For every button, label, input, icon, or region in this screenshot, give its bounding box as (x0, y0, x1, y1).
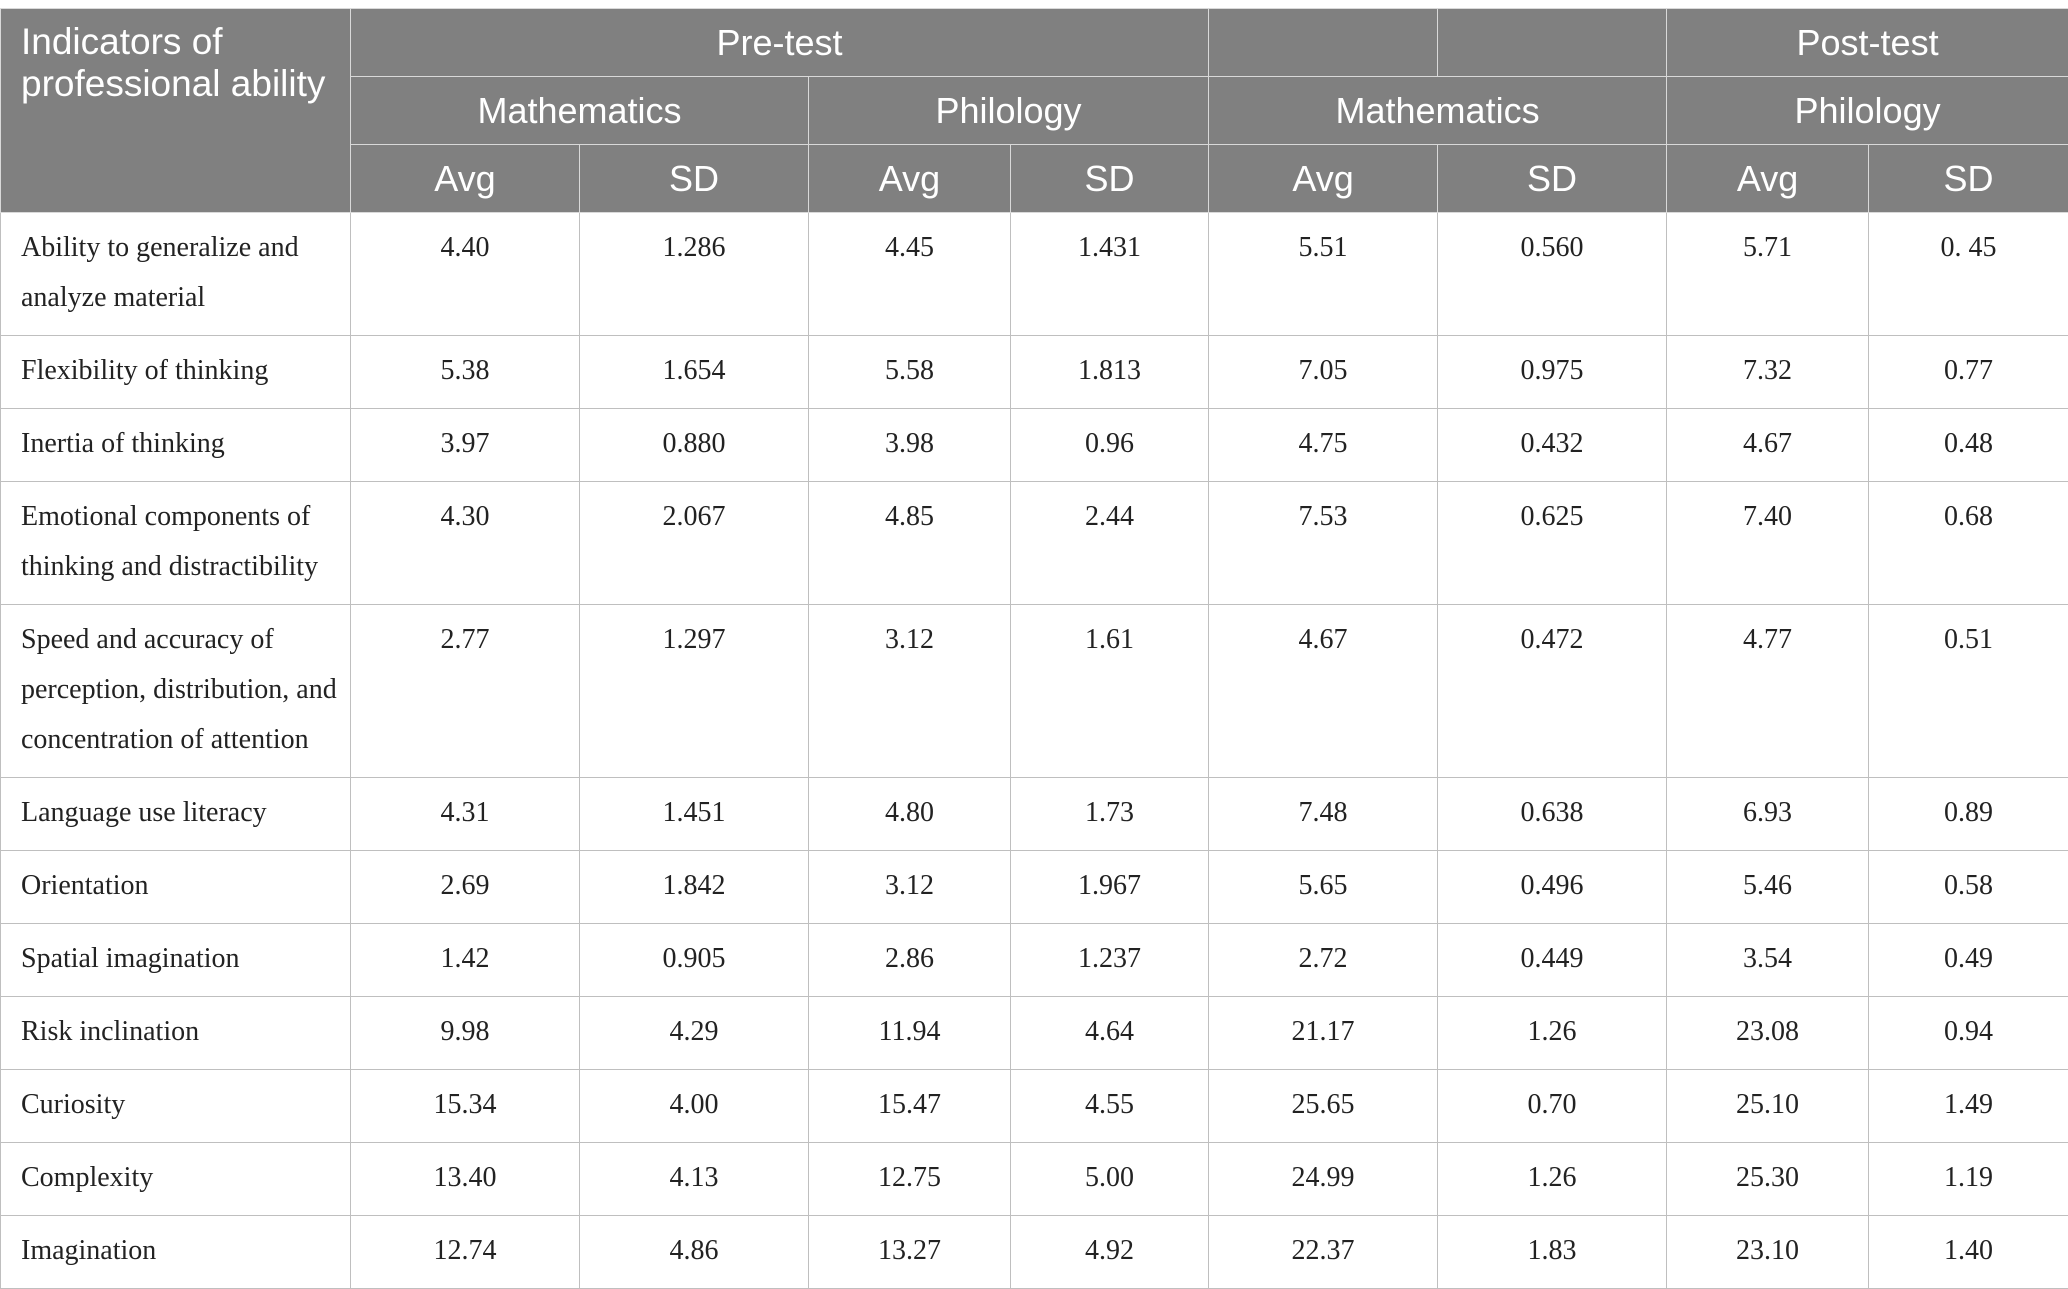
stat-header-avg: Avg (1209, 145, 1438, 213)
table-row (1, 924, 2068, 997)
sd-value-cell: 0.89 (1869, 778, 2068, 851)
subject-header-pre-mathematics: Mathematics (351, 77, 809, 145)
sd-value-cell: 4.29 (580, 997, 809, 1070)
avg-value-cell: 3.54 (1667, 924, 1869, 997)
table-row (1, 409, 2068, 482)
sd-value-cell: 0.638 (1438, 778, 1667, 851)
avg-value-cell: 5.38 (351, 336, 580, 409)
sd-value-cell: 0.51 (1869, 605, 2068, 778)
sd-value-cell: 0.449 (1438, 924, 1667, 997)
avg-value-cell: 12.75 (809, 1143, 1011, 1216)
avg-value-cell: 2.69 (351, 851, 580, 924)
sd-value-cell: 0.77 (1869, 336, 2068, 409)
table-row (1, 1216, 2068, 1289)
sd-value-cell: 1.83 (1438, 1216, 1667, 1289)
stat-header-sd: SD (1011, 145, 1209, 213)
subject-header-post-philology: Philology (1667, 77, 2068, 145)
sd-value-cell: 1.49 (1869, 1070, 2068, 1143)
stat-header-sd: SD (1438, 145, 1667, 213)
avg-value-cell: 7.48 (1209, 778, 1438, 851)
group-header-blank-2 (1438, 9, 1667, 77)
avg-value-cell: 7.32 (1667, 336, 1869, 409)
table-row (1, 213, 2068, 336)
avg-value-cell: 25.10 (1667, 1070, 1869, 1143)
avg-value-cell: 5.58 (809, 336, 1011, 409)
sd-value-cell: 4.92 (1011, 1216, 1209, 1289)
indicator-label: Orientation (1, 851, 351, 924)
avg-value-cell: 3.97 (351, 409, 580, 482)
avg-value-cell: 11.94 (809, 997, 1011, 1070)
sd-value-cell: 2.067 (580, 482, 809, 605)
avg-value-cell: 3.12 (809, 851, 1011, 924)
sd-value-cell: 1.61 (1011, 605, 1209, 778)
indicator-label: Inertia of thinking (1, 409, 351, 482)
indicator-label: Complexity (1, 1143, 351, 1216)
group-header-pre-test: Pre-test (351, 9, 1209, 77)
sd-value-cell: 1.286 (580, 213, 809, 336)
avg-value-cell: 7.05 (1209, 336, 1438, 409)
table-row (1, 605, 2068, 778)
avg-value-cell: 24.99 (1209, 1143, 1438, 1216)
avg-value-cell: 2.77 (351, 605, 580, 778)
avg-value-cell: 4.40 (351, 213, 580, 336)
avg-value-cell: 4.85 (809, 482, 1011, 605)
avg-value-cell: 5.65 (1209, 851, 1438, 924)
indicator-label: Speed and accuracy of perception, distribution, and concentration of attention (1, 605, 351, 778)
avg-value-cell: 1.42 (351, 924, 580, 997)
avg-value-cell: 2.86 (809, 924, 1011, 997)
avg-value-cell: 25.65 (1209, 1070, 1438, 1143)
indicator-label: Imagination (1, 1216, 351, 1289)
avg-value-cell: 4.67 (1667, 409, 1869, 482)
avg-value-cell: 4.45 (809, 213, 1011, 336)
sd-value-cell: 4.55 (1011, 1070, 1209, 1143)
avg-value-cell: 12.74 (351, 1216, 580, 1289)
header-group-row (1, 9, 2068, 77)
indicator-label: Flexibility of thinking (1, 336, 351, 409)
sd-value-cell: 0.560 (1438, 213, 1667, 336)
avg-value-cell: 6.93 (1667, 778, 1869, 851)
sd-value-cell: 1.26 (1438, 997, 1667, 1070)
sd-value-cell: 0.880 (580, 409, 809, 482)
sd-value-cell: 4.64 (1011, 997, 1209, 1070)
stat-header-sd: SD (1869, 145, 2068, 213)
group-header-post-test: Post-test (1667, 9, 2068, 77)
avg-value-cell: 9.98 (351, 997, 580, 1070)
sd-value-cell: 0.94 (1869, 997, 2068, 1070)
indicator-column-header: Indicators of professional ability (1, 9, 351, 213)
table-row (1, 1143, 2068, 1216)
indicator-label: Risk inclination (1, 997, 351, 1070)
sd-value-cell: 1.73 (1011, 778, 1209, 851)
subject-header-post-mathematics: Mathematics (1209, 77, 1667, 145)
sd-value-cell: 0.432 (1438, 409, 1667, 482)
sd-value-cell: 1.813 (1011, 336, 1209, 409)
avg-value-cell: 22.37 (1209, 1216, 1438, 1289)
indicator-label: Language use literacy (1, 778, 351, 851)
avg-value-cell: 15.47 (809, 1070, 1011, 1143)
sd-value-cell: 1.19 (1869, 1143, 2068, 1216)
stat-header-avg: Avg (351, 145, 580, 213)
avg-value-cell: 15.34 (351, 1070, 580, 1143)
sd-value-cell: 1.967 (1011, 851, 1209, 924)
sd-value-cell: 0.96 (1011, 409, 1209, 482)
table-row (1, 1070, 2068, 1143)
table-header (1, 9, 2068, 213)
stat-header-avg: Avg (1667, 145, 1869, 213)
stat-header-avg: Avg (809, 145, 1011, 213)
sd-value-cell: 0.68 (1869, 482, 2068, 605)
avg-value-cell: 5.51 (1209, 213, 1438, 336)
avg-value-cell: 4.31 (351, 778, 580, 851)
stat-header-sd: SD (580, 145, 809, 213)
sd-value-cell: 1.237 (1011, 924, 1209, 997)
avg-value-cell: 21.17 (1209, 997, 1438, 1070)
avg-value-cell: 4.77 (1667, 605, 1869, 778)
sd-value-cell: 4.13 (580, 1143, 809, 1216)
sd-value-cell: 0.48 (1869, 409, 2068, 482)
results-table (0, 8, 2068, 1289)
avg-value-cell: 5.46 (1667, 851, 1869, 924)
sd-value-cell: 0.496 (1438, 851, 1667, 924)
sd-value-cell: 0.975 (1438, 336, 1667, 409)
sd-value-cell: 5.00 (1011, 1143, 1209, 1216)
avg-value-cell: 4.80 (809, 778, 1011, 851)
group-header-blank-1 (1209, 9, 1438, 77)
avg-value-cell: 23.08 (1667, 997, 1869, 1070)
avg-value-cell: 4.75 (1209, 409, 1438, 482)
avg-value-cell: 2.72 (1209, 924, 1438, 997)
table-row (1, 482, 2068, 605)
table-row (1, 336, 2068, 409)
sd-value-cell: 1.26 (1438, 1143, 1667, 1216)
avg-value-cell: 4.67 (1209, 605, 1438, 778)
avg-value-cell: 3.98 (809, 409, 1011, 482)
sd-value-cell: 0. 45 (1869, 213, 2068, 336)
table-body (1, 213, 2068, 1289)
avg-value-cell: 7.53 (1209, 482, 1438, 605)
sd-value-cell: 1.451 (580, 778, 809, 851)
indicator-label: Ability to generalize and analyze material (1, 213, 351, 336)
avg-value-cell: 7.40 (1667, 482, 1869, 605)
indicator-label: Spatial imagination (1, 924, 351, 997)
avg-value-cell: 5.71 (1667, 213, 1869, 336)
subject-header-pre-philology: Philology (809, 77, 1209, 145)
sd-value-cell: 1.842 (580, 851, 809, 924)
indicator-label: Curiosity (1, 1070, 351, 1143)
sd-value-cell: 4.86 (580, 1216, 809, 1289)
sd-value-cell: 0.49 (1869, 924, 2068, 997)
sd-value-cell: 0.472 (1438, 605, 1667, 778)
avg-value-cell: 13.40 (351, 1143, 580, 1216)
table-row (1, 997, 2068, 1070)
sd-value-cell: 0.625 (1438, 482, 1667, 605)
table-row (1, 778, 2068, 851)
sd-value-cell: 4.00 (580, 1070, 809, 1143)
sd-value-cell: 0.905 (580, 924, 809, 997)
sd-value-cell: 1.431 (1011, 213, 1209, 336)
avg-value-cell: 23.10 (1667, 1216, 1869, 1289)
sd-value-cell: 1.654 (580, 336, 809, 409)
sd-value-cell: 0.58 (1869, 851, 2068, 924)
sd-value-cell: 0.70 (1438, 1070, 1667, 1143)
sd-value-cell: 1.40 (1869, 1216, 2068, 1289)
avg-value-cell: 25.30 (1667, 1143, 1869, 1216)
sd-value-cell: 1.297 (580, 605, 809, 778)
avg-value-cell: 3.12 (809, 605, 1011, 778)
avg-value-cell: 4.30 (351, 482, 580, 605)
avg-value-cell: 13.27 (809, 1216, 1011, 1289)
table-row (1, 851, 2068, 924)
sd-value-cell: 2.44 (1011, 482, 1209, 605)
indicator-label: Emotional components of thinking and distractibility (1, 482, 351, 605)
